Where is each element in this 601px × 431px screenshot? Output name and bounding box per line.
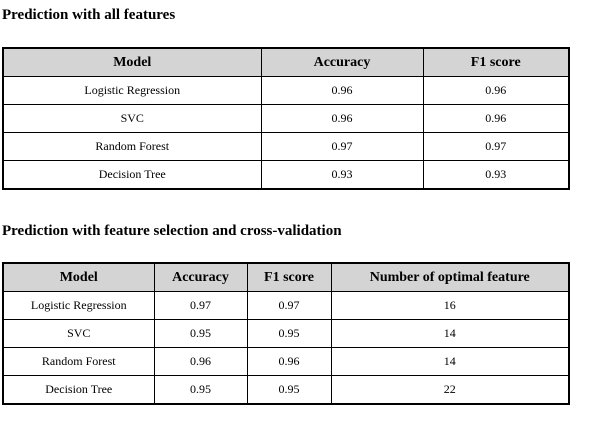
column-header-f1-score: F1 score — [423, 48, 569, 77]
column-header-f1-score: F1 score — [247, 263, 331, 292]
accuracy-cell: 0.93 — [261, 161, 423, 190]
table-row — [3, 161, 569, 190]
f1-score-cell: 0.96 — [423, 105, 569, 133]
accuracy-cell: 0.96 — [154, 348, 247, 376]
table-row — [3, 133, 569, 161]
optimal-features-cell: 22 — [331, 376, 569, 405]
model-cell: SVC — [3, 105, 261, 133]
model-cell: Logistic Regression — [3, 292, 154, 320]
results-table-all-features — [2, 47, 570, 190]
f1-score-cell: 0.96 — [423, 77, 569, 105]
accuracy-cell: 0.95 — [154, 320, 247, 348]
column-header-model: Model — [3, 48, 261, 77]
table-header-row — [3, 48, 569, 77]
accuracy-cell: 0.96 — [261, 105, 423, 133]
table-row — [3, 105, 569, 133]
optimal-features-cell: 16 — [331, 292, 569, 320]
f1-score-cell: 0.95 — [247, 376, 331, 405]
model-cell: Random Forest — [3, 348, 154, 376]
optimal-features-cell: 14 — [331, 320, 569, 348]
f1-score-cell: 0.97 — [423, 133, 569, 161]
model-cell: Decision Tree — [3, 161, 261, 190]
table-row — [3, 348, 569, 376]
model-cell: Decision Tree — [3, 376, 154, 405]
table-row — [3, 320, 569, 348]
column-header-model: Model — [3, 263, 154, 292]
optimal-features-cell: 14 — [331, 348, 569, 376]
column-header-accuracy: Accuracy — [154, 263, 247, 292]
column-header-accuracy: Accuracy — [261, 48, 423, 77]
section-title-feature-selection: Prediction with feature selection and cross-validation — [2, 223, 342, 239]
model-cell: Random Forest — [3, 133, 261, 161]
column-header-optimal-features: Number of optimal feature — [331, 263, 569, 292]
f1-score-cell: 0.93 — [423, 161, 569, 190]
table-row — [3, 292, 569, 320]
f1-score-cell: 0.96 — [247, 348, 331, 376]
section-title-all-features: Prediction with all features — [2, 7, 176, 23]
table-row — [3, 77, 569, 105]
accuracy-cell: 0.95 — [154, 376, 247, 405]
results-table-feature-selection — [2, 262, 570, 405]
accuracy-cell: 0.97 — [154, 292, 247, 320]
accuracy-cell: 0.96 — [261, 77, 423, 105]
f1-score-cell: 0.97 — [247, 292, 331, 320]
table-header-row — [3, 263, 569, 292]
f1-score-cell: 0.95 — [247, 320, 331, 348]
table-row — [3, 376, 569, 405]
model-cell: SVC — [3, 320, 154, 348]
model-cell: Logistic Regression — [3, 77, 261, 105]
accuracy-cell: 0.97 — [261, 133, 423, 161]
